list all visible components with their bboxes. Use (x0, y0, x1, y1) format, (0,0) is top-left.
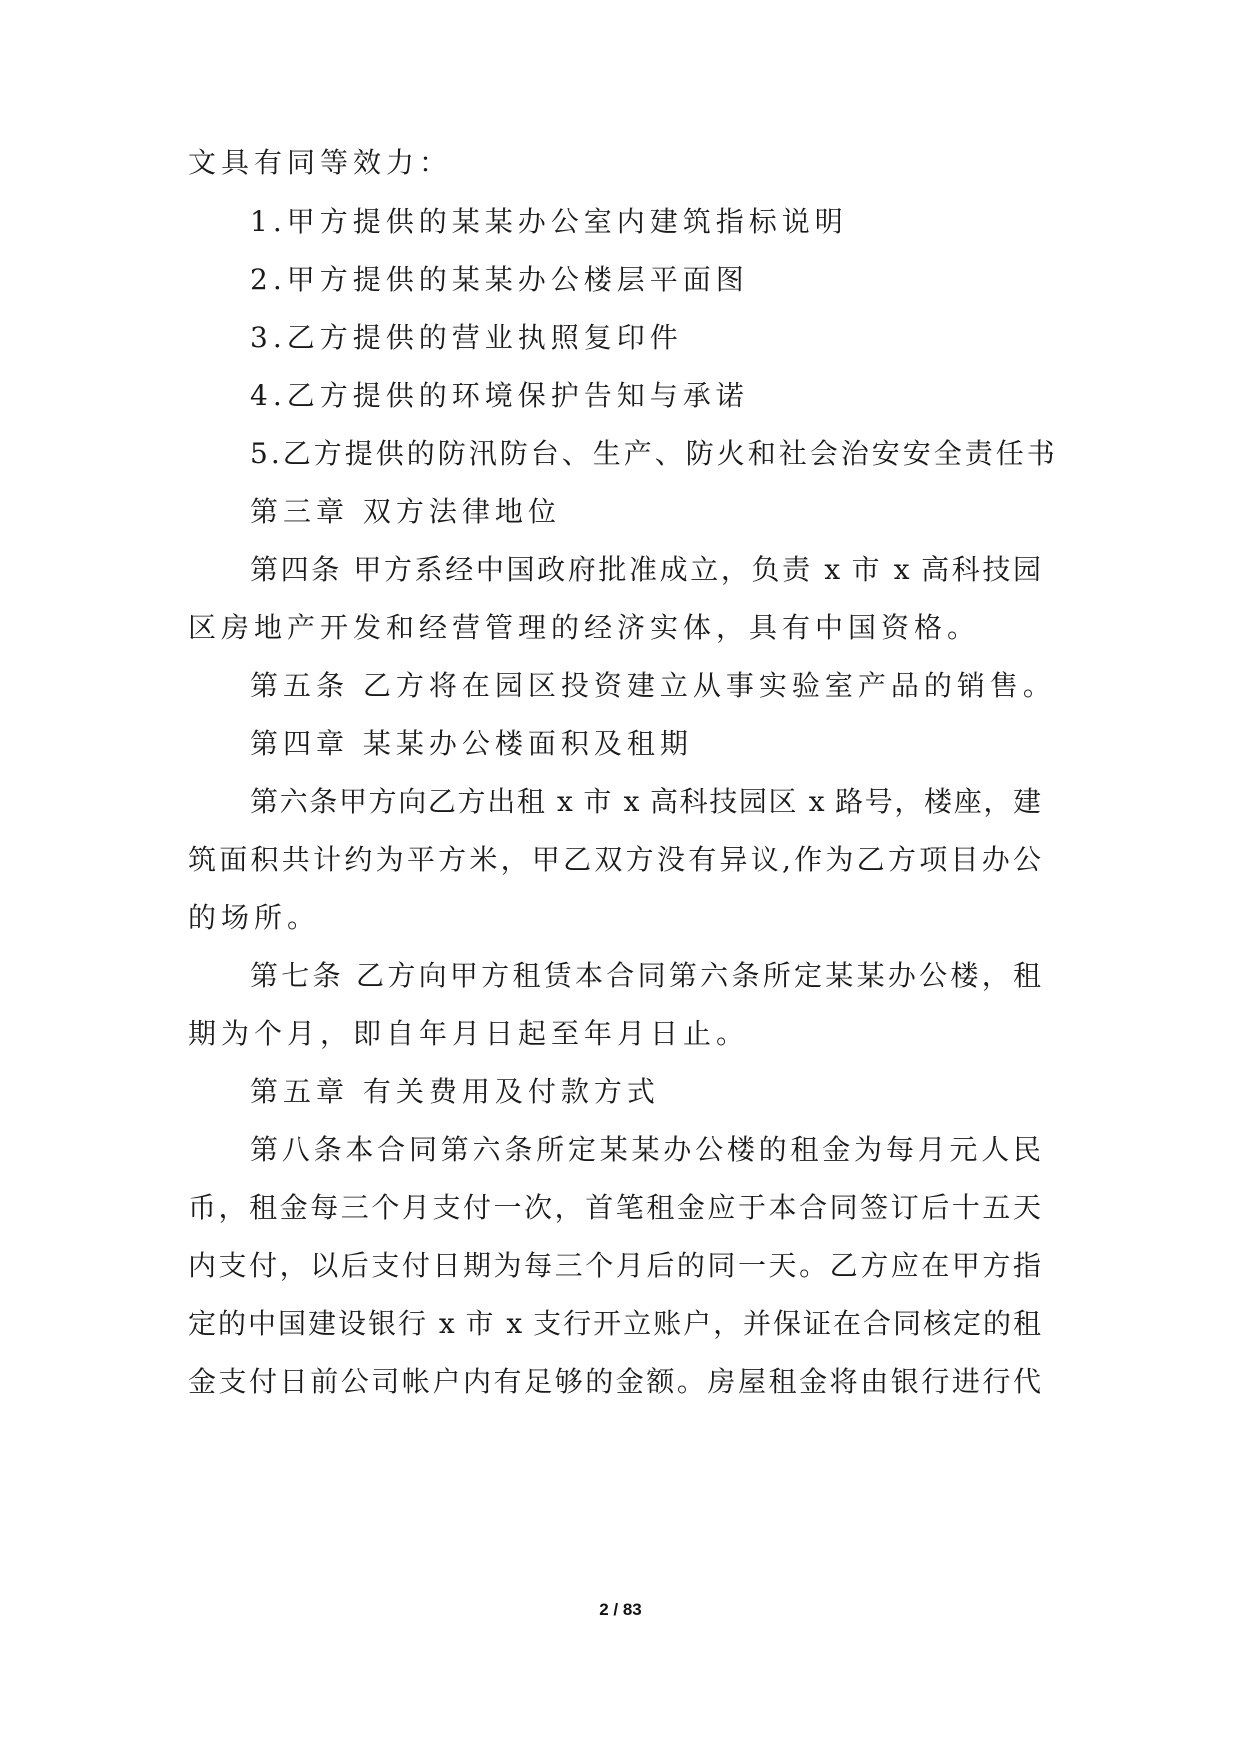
article-6-line-1: 第六条甲方向乙方出租 x 市 x 高科技园区 x 路号，楼座，建 (250, 785, 1041, 818)
list-item-5: 5.乙方提供的防汛防台、生产、防火和社会治安安全责任书 (250, 437, 1058, 470)
list-item-4: 4.乙方提供的环境保护告知与承诺 (250, 379, 749, 412)
list-item-3: 3.乙方提供的营业执照复印件 (250, 321, 683, 354)
article-7-line-1: 第七条 乙方向甲方租赁本合同第六条所定某某办公楼，租 (250, 959, 1041, 992)
chapter-heading: 第五章 有关费用及付款方式 (250, 1075, 660, 1108)
article-6-line-2: 筑面积共计约为平方米，甲乙双方没有异议,作为乙方项目办公 (188, 843, 1041, 876)
page-number: 2 / 83 (599, 1600, 642, 1619)
article-4-line-2: 区房地产开发和经营管理的经济实体，具有中国资格。 (188, 611, 981, 644)
article-8-line-2: 币，租金每三个月支付一次，首笔租金应于本合同签订后十五天 (188, 1191, 1041, 1224)
article-8-line-3: 内支付，以后支付日期为每三个月后的同一天。乙方应在甲方指 (188, 1249, 1041, 1282)
article-8-line-5: 金支付日前公司帐户内有足够的金额。房屋租金将由银行进行代 (188, 1365, 1041, 1398)
article-7-line-2: 期为个月，即自年月日起至年月日止。 (188, 1017, 750, 1050)
list-item-2: 2.甲方提供的某某办公楼层平面图 (250, 263, 749, 296)
article-5: 第五条 乙方将在园区投资建立从事实验室产品的销售。 (250, 669, 1056, 702)
chapter-heading: 第四章 某某办公楼面积及租期 (250, 727, 693, 760)
article-8-line-1: 第八条本合同第六条所定某某办公楼的租金为每月元人民 (250, 1133, 1041, 1166)
article-8-line-4: 定的中国建设银行 x 市 x 支行开立账户，并保证在合同核定的租 (188, 1307, 1041, 1340)
article-6-line-3: 的场所。 (188, 901, 321, 934)
chapter-heading: 第三章 双方法律地位 (250, 495, 561, 528)
text-line: 文具有同等效力： (188, 146, 453, 179)
list-item-1: 1.甲方提供的某某办公室内建筑指标说明 (250, 205, 848, 238)
article-4-line-1: 第四条 甲方系经中国政府批准成立，负责 x 市 x 高科技园 (250, 553, 1041, 586)
